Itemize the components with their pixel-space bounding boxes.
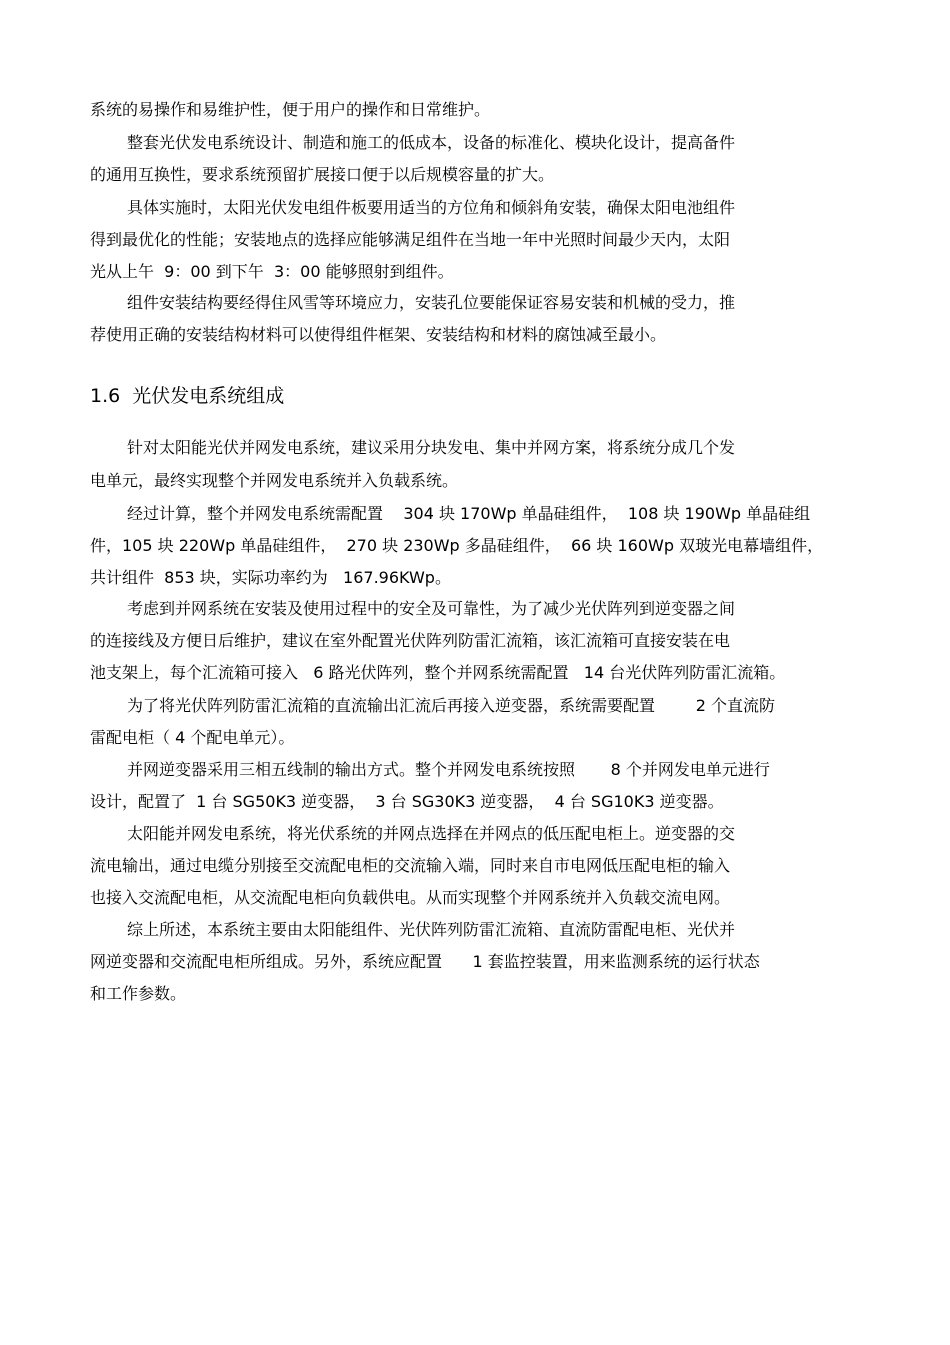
paragraph-line: 并网逆变器采用三相五线制的输出方式。整个并网发电系统按照 8 个并网发电单元进行 [127,760,770,779]
section-heading: 1.6 光伏发电系统组成 [90,385,285,407]
paragraph-line: 系统的易操作和易维护性，便于用户的操作和日常维护。 [90,100,491,119]
paragraph-line: 雷配电柜（ 4 个配电单元）。 [90,728,295,747]
paragraph-line: 针对太阳能光伏并网发电系统，建议采用分块发电、集中并网方案，将系统分成几个发 [127,438,736,457]
paragraph-line: 经过计算，整个并网发电系统需配置 304 块 170Wp 单晶硅组件， 108 块 190Wp 单晶硅组 [127,504,811,523]
paragraph-line: 网逆变器和交流配电柜所组成。另外，系统应配置 1 套监控装置，用来监测系统的运行状态 [90,952,760,971]
paragraph-line: 池支架上，每个汇流箱可接入 6 路光伏阵列，整个并网系统需配置 14 台光伏阵列防雷汇流箱。 [90,663,786,682]
paragraph-line: 光从上午 9：00 到下午 3：00 能够照射到组件。 [90,262,454,281]
paragraph-line: 整套光伏发电系统设计、制造和施工的低成本，设备的标准化、模块化设计，提高备件 [127,133,736,152]
paragraph-line: 的连接线及方便日后维护，建议在室外配置光伏阵列防雷汇流箱，该汇流箱可直接安装在电 [90,631,731,650]
paragraph-line: 设计，配置了 1 台 SG50K3 逆变器， 3 台 SG30K3 逆变器， 4 台 SG10K3 逆变器。 [90,792,724,811]
paragraph-line: 流电输出，通过电缆分别接至交流配电柜的交流输入端，同时来自市电网低压配电柜的输入 [90,856,731,875]
paragraph-line: 为了将光伏阵列防雷汇流箱的直流输出汇流后再接入逆变器，系统需要配置 2 个直流防 [127,696,775,715]
paragraph-line: 的通用互换性，要求系统预留扩展接口便于以后规模容量的扩大。 [90,165,555,184]
paragraph-line: 得到最优化的性能；安装地点的选择应能够满足组件在当地一年中光照时间最少天内，太阳 [90,230,731,249]
paragraph-line: 也接入交流配电柜，从交流配电柜向负载供电。从而实现整个并网系统并入负载交流电网。 [90,888,731,907]
paragraph-line: 具体实施时，太阳光伏发电组件板要用适当的方位角和倾斜角安装，确保太阳电池组件 [127,198,736,217]
paragraph-line: 件，105 块 220Wp 单晶硅组件， 270 块 230Wp 多晶硅组件， 66 块 160Wp 双玻光电幕墙组件， [90,536,824,555]
paragraph-line: 和工作参数。 [90,984,187,1003]
paragraph-line: 综上所述，本系统主要由太阳能组件、光伏阵列防雷汇流箱、直流防雷配电柜、光伏并 [127,920,736,939]
paragraph-line: 组件安装结构要经得住风雪等环境应力，安装孔位要能保证容易安装和机械的受力，推 [127,293,736,312]
paragraph-line: 太阳能并网发电系统，将光伏系统的并网点选择在并网点的低压配电柜上。逆变器的交 [127,824,736,843]
paragraph-line: 荐使用正确的安装结构材料可以使得组件框架、安装结构和材料的腐蚀减至最小。 [90,325,667,344]
paragraph-line: 电单元，最终实现整个并网发电系统并入负载系统。 [90,471,459,490]
paragraph-line: 共计组件 853 块，实际功率约为 167.96KWp。 [90,568,451,587]
paragraph-line: 考虑到并网系统在安装及使用过程中的安全及可靠性，为了减少光伏阵列到逆变器之间 [127,599,736,618]
